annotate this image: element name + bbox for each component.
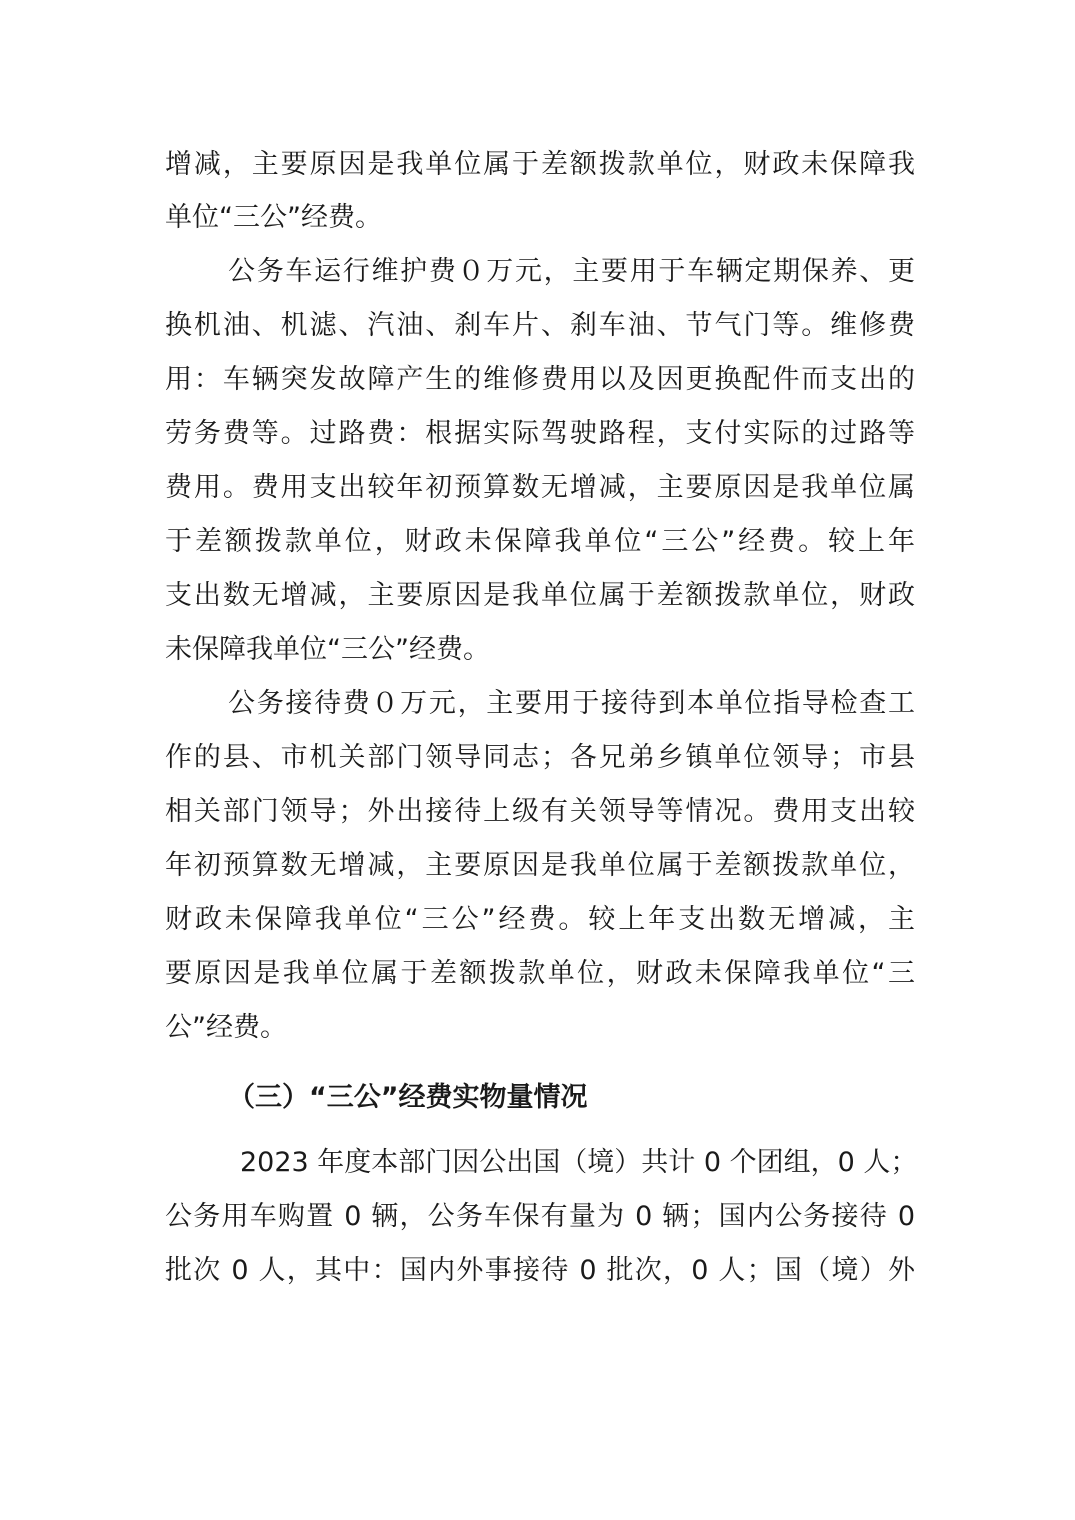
paragraph-3-line-1: 公务接待费０万元，主要用于接待到本单位指导检查工 [228,688,915,719]
final-paragraph-line-3: 批次 0 人，其中：国内外事接待 0 批次，0 人；国（境）外 [165,1255,915,1286]
paragraph-3-line-7: 公”经费。 [165,1012,287,1043]
paragraph-3-line-2: 作的县、市机关部门领导同志；各兄弟乡镇单位领导；市县 [165,742,915,773]
paragraph-2-line-1: 公务车运行维护费０万元，主要用于车辆定期保养、更 [228,256,915,287]
section-heading: （三）“三公”经费实物量情况 [228,1082,588,1113]
paragraph-3-line-6: 要原因是我单位属于差额拨款单位，财政未保障我单位“三 [165,958,915,989]
paragraph-2-line-8: 未保障我单位“三公”经费。 [165,634,490,665]
paragraph-1-line-1: 增减，主要原因是我单位属于差额拨款单位，财政未保障我 [165,149,915,180]
paragraph-2-line-7: 支出数无增减，主要原因是我单位属于差额拨款单位，财政 [165,580,915,611]
paragraph-2-line-5: 费用。费用支出较年初预算数无增减，主要原因是我单位属 [165,472,915,503]
final-paragraph-line-2: 公务用车购置 0 辆，公务车保有量为 0 辆；国内公务接待 0 [165,1201,915,1232]
paragraph-2-line-2: 换机油、机滤、汽油、刹车片、刹车油、节气门等。维修费 [165,310,915,341]
paragraph-3-line-3: 相关部门领导；外出接待上级有关领导等情况。费用支出较 [165,796,915,827]
paragraph-2-line-6: 于差额拨款单位，财政未保障我单位“三公”经费。较上年 [165,526,915,557]
paragraph-1-line-2: 单位“三公”经费。 [165,202,382,233]
paragraph-3-line-4: 年初预算数无增减，主要原因是我单位属于差额拨款单位， [165,850,915,881]
paragraph-3-line-5: 财政未保障我单位“三公”经费。较上年支出数无增减，主 [165,904,915,935]
final-paragraph-line-1: 2023 年度本部门因公出国（境）共计 0 个团组，0 人； [240,1147,918,1178]
paragraph-2-line-3: 用：车辆突发故障产生的维修费用以及因更换配件而支出的 [165,364,915,395]
paragraph-2-line-4: 劳务费等。过路费：根据实际驾驶路程，支付实际的过路等 [165,418,915,449]
